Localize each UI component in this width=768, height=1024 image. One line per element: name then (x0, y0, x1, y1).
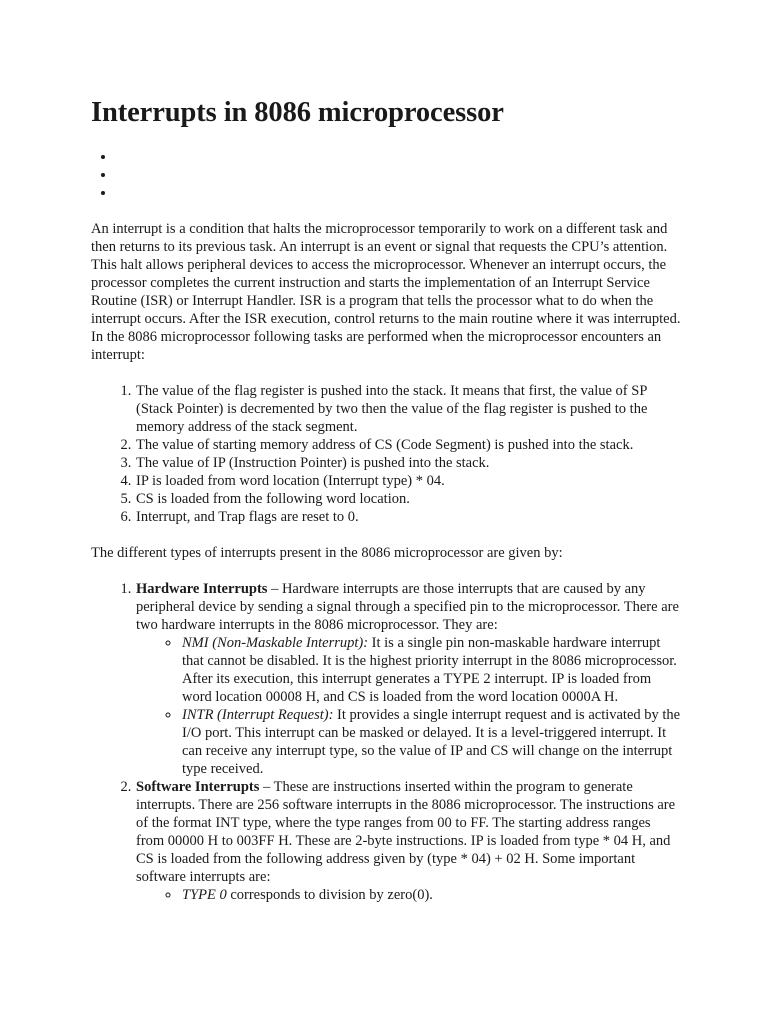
intr-item (181, 706, 681, 778)
type0-term: TYPE 0 (182, 887, 227, 903)
intr-term: INTR (Interrupt Request): (182, 707, 334, 723)
page-title: Interrupts in 8086 microprocessor (91, 97, 504, 128)
empty-bullet-list (91, 148, 681, 202)
list-item (115, 148, 681, 166)
interrupt-tasks-list (91, 382, 681, 526)
list-item: 5. CS is loaded from the following word location. (135, 490, 681, 508)
list-item: 3. The value of IP (Instruction Pointer) is pushed into the stack. (135, 454, 681, 472)
software-interrupts-item (135, 778, 681, 904)
hardware-interrupts-item (135, 580, 681, 778)
list-item: 4. IP is loaded from word location (Interrupt type) * 04. (135, 472, 681, 490)
intr-desc: It provides a single interrupt request and is activated by the I/O port. This interrupt can be masked or delayed. It is a level-triggered interrupt. It can receive any interrupt type, so the value of IP and CS will change on the interrupt type received. (182, 707, 681, 777)
list-item: 2. The value of starting memory address of CS (Code Segment) is pushed into the stack. (135, 436, 681, 454)
nmi-item (181, 634, 681, 706)
list-item: 6. Interrupt, and Trap flags are reset to 0. (135, 508, 681, 526)
hardware-interrupts-term: Hardware Interrupts (136, 581, 268, 597)
nmi-term: NMI (Non-Maskable Interrupt): (182, 635, 369, 651)
hardware-interrupts-desc: – Hardware interrupts are those interrupts that are caused by any peripheral device by sending a signal through a specified pin to the microprocessor. There are two hardware interrupts in the 8086 microprocessor. They are: (136, 581, 679, 633)
intro-paragraph: An interrupt is a condition that halts the microprocessor temporarily to work on a different task and then returns to its previous task. An interrupt is an event or signal that requests the CPU’s attention. This halt allows peripheral devices to access the microprocessor. Whenever an interrupt occurs, the processor completes the current instruction and starts the implementation of an Interrupt Service Routine (ISR) or Interrupt Handler. ISR is a program that tells the processor what to do when the interrupt occurs. After the ISR execution, control returns to the main routine where it was interrupted. In the 8086 microprocessor following tasks are performed when the microprocessor encounters an interrupt: (91, 221, 681, 363)
software-sublist (136, 886, 681, 904)
interrupt-types-list (91, 580, 681, 904)
list-item (115, 166, 681, 184)
nmi-desc: It is a single pin non-maskable hardware interrupt that cannot be disabled. It is the highest priority interrupt in the 8086 microprocessor. After its execution, this interrupt generates a TYPE 2 interrupt. IP is loaded from word location 00008 H, and CS is loaded from the word location 0000A H. (182, 635, 677, 705)
software-interrupts-term: Software Interrupts (136, 779, 260, 795)
type0-desc: corresponds to division by zero(0). (226, 887, 433, 903)
software-interrupts-desc: – These are instructions inserted within the program to generate interrupts. There are 256 software interrupts in the 8086 microprocessor. The instructions are of the format INT type, where the type ranges from 00 to FF. The starting address ranges from 00000 H to 003FF H. These are 2-byte instructions. IP is loaded from type * 04 H, and CS is loaded from the following address given by (type * 04) + 02 H. Some important software interrupts are: (136, 779, 676, 885)
type0-item (181, 886, 681, 904)
list-item: 1. The value of the flag register is pushed into the stack. It means that first, the value of SP (Stack Pointer) is decremented by two then the value of the flag register is pushed to the memory address of the stack segment. (135, 382, 681, 436)
document-page (91, 95, 681, 904)
hardware-sublist (136, 634, 681, 778)
types-intro-paragraph: The different types of interrupts present in the 8086 microprocessor are given by: (91, 545, 563, 561)
list-item (115, 184, 681, 202)
